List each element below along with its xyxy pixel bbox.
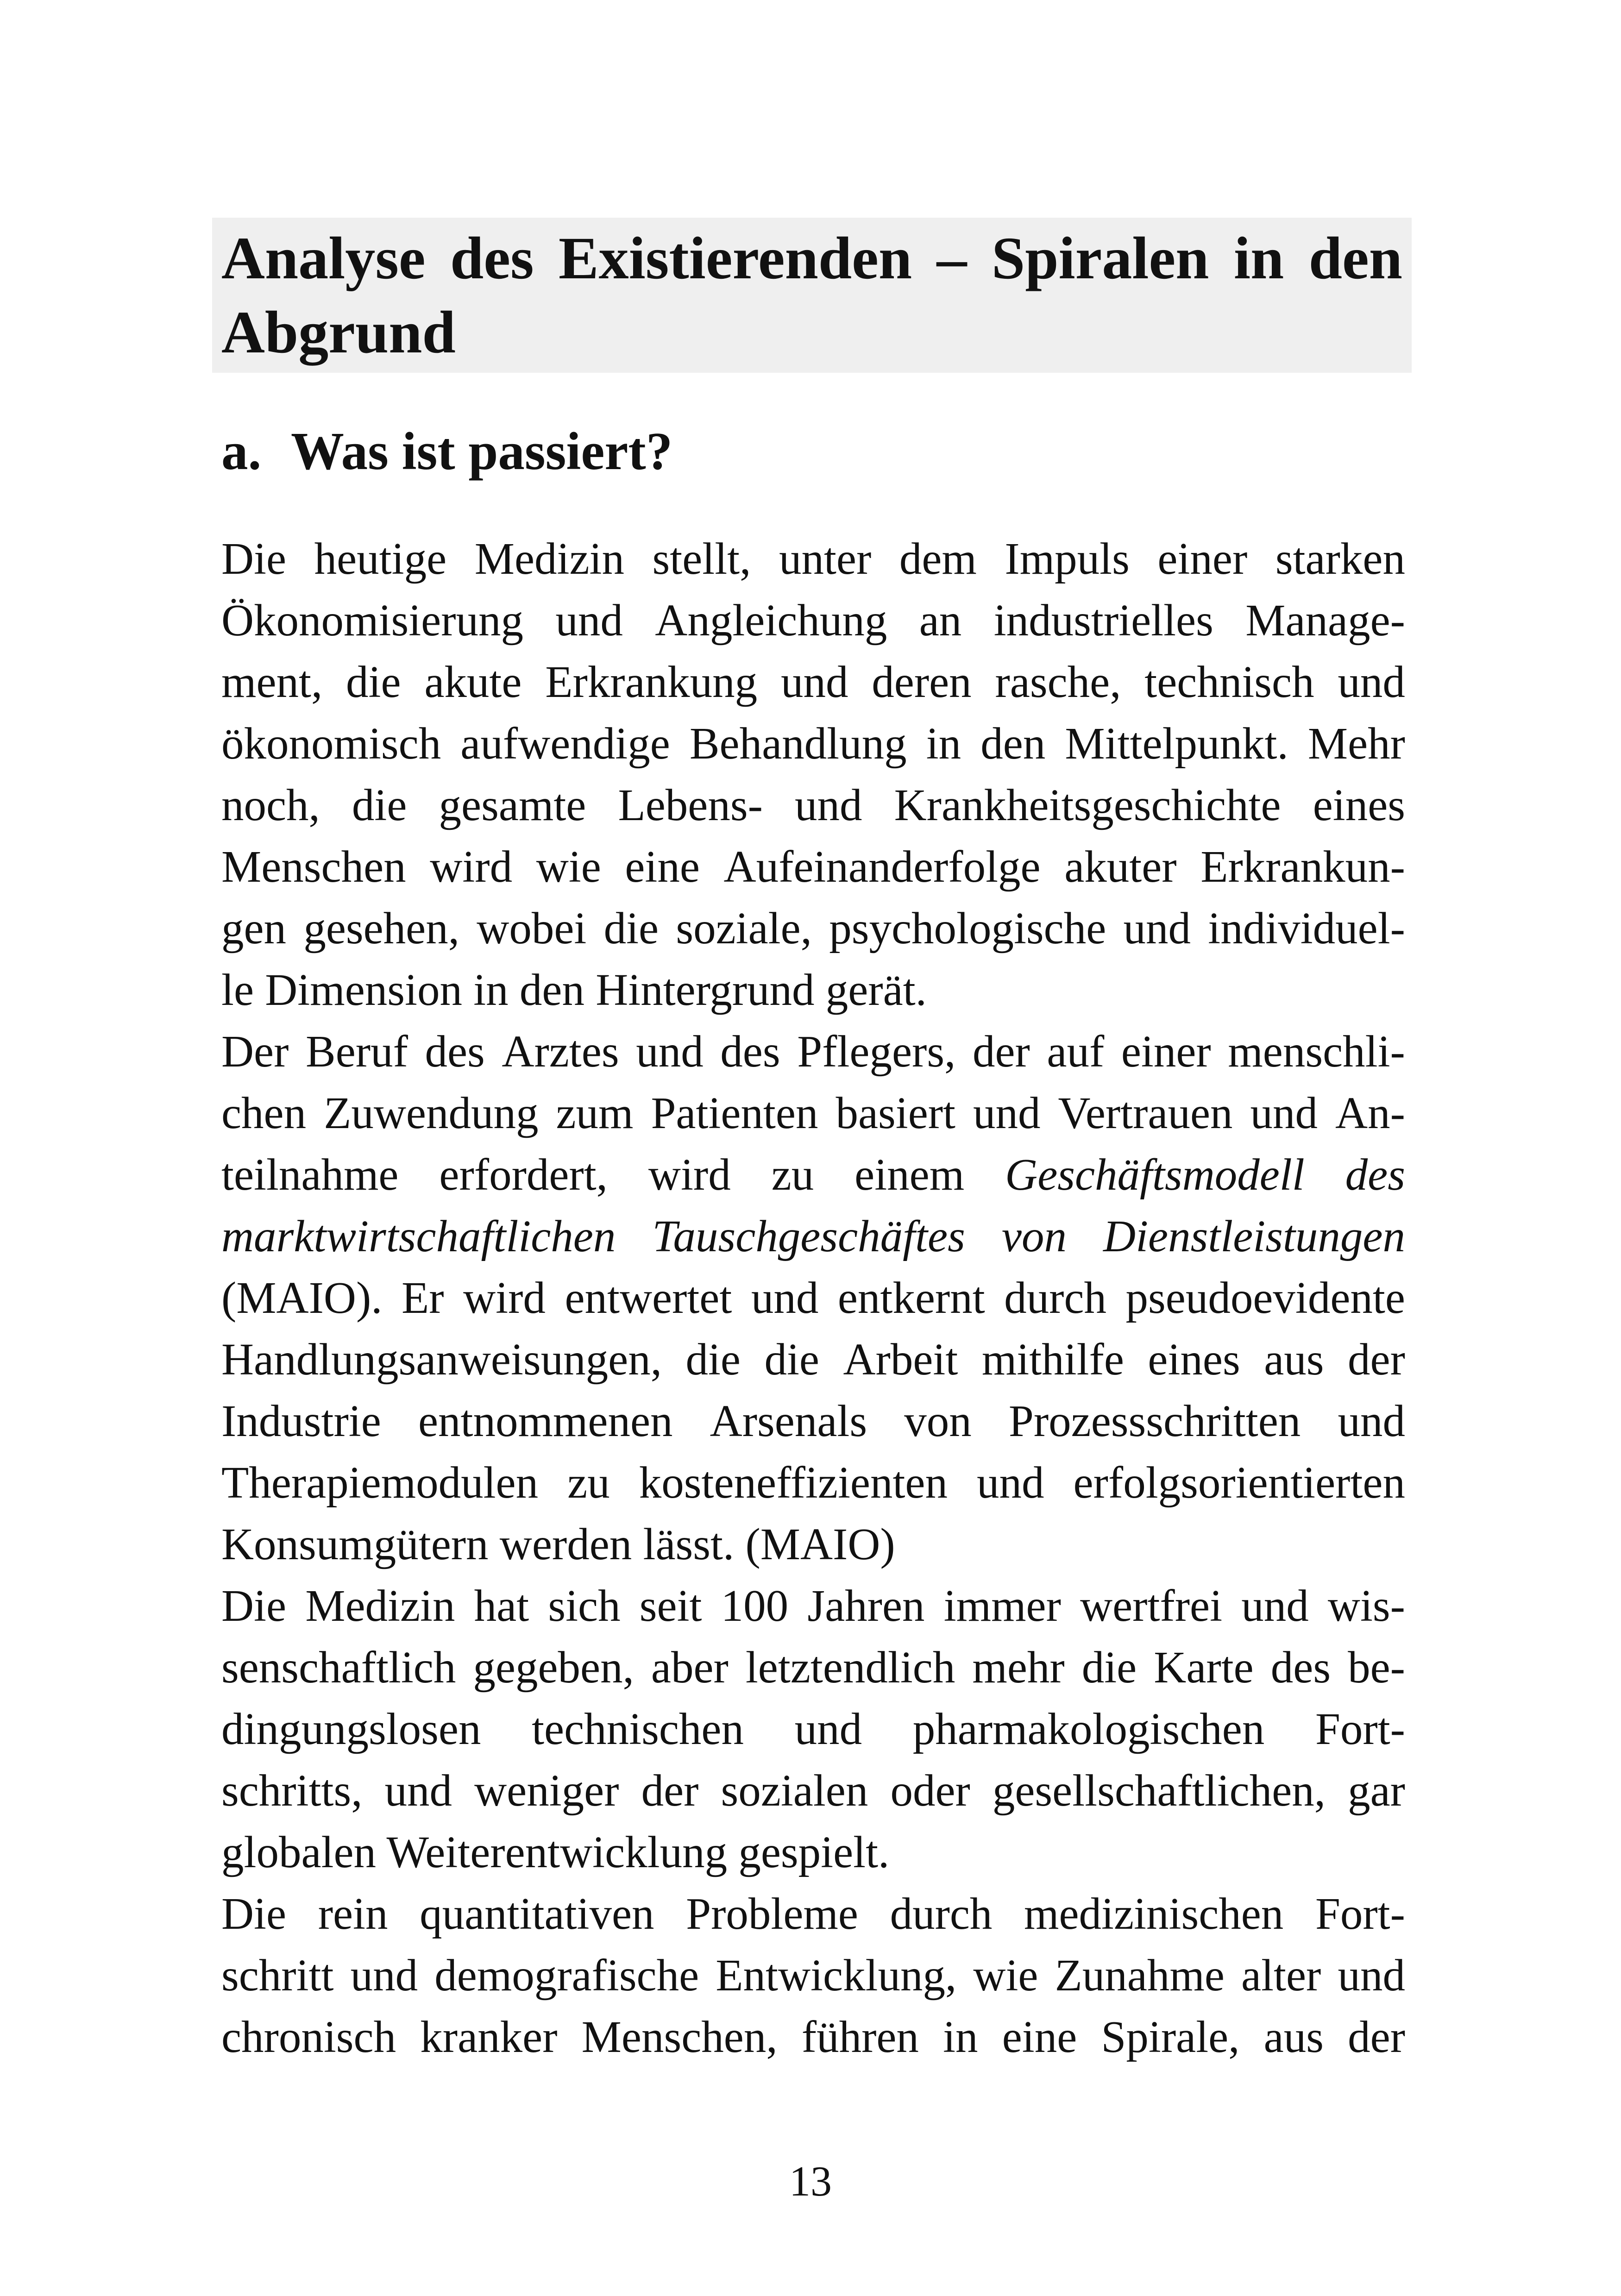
text-word: Manage- [1245, 596, 1405, 645]
text-line [221, 590, 1405, 651]
text-line [221, 836, 1405, 897]
text-line [221, 1945, 1405, 2006]
text-word: und [1338, 1951, 1405, 2000]
text-word: psychologische [829, 903, 1106, 953]
text-word: kosteneffizienten [639, 1458, 948, 1507]
text-word: Impuls [1005, 534, 1130, 583]
text-word: des [425, 1027, 485, 1076]
text-word: eine [1002, 2012, 1077, 2062]
text-word: Beruf [306, 1027, 408, 1076]
text-word: Arsenals [710, 1396, 867, 1446]
text-line [221, 713, 1405, 774]
text-word: basiert [836, 1088, 956, 1138]
text-word: Industrie [221, 1396, 381, 1446]
text-word: Fort- [1315, 1889, 1405, 1938]
text-word: Medizin [474, 534, 624, 583]
text-word: Krankheitsgeschichte [894, 780, 1281, 830]
text-line [221, 1883, 1405, 1945]
text-word: gesamte [439, 780, 586, 830]
chapter-heading-line-1 [221, 221, 1402, 295]
text-word: und [1241, 1581, 1309, 1631]
text-word: entnommenen [418, 1396, 673, 1446]
text-word: rein [318, 1889, 388, 1938]
text-word: und [636, 1027, 704, 1076]
text-word: von [1001, 1211, 1067, 1261]
text-word: teilnahme [221, 1150, 399, 1199]
text-word: in [926, 719, 961, 768]
text-word: Die [221, 534, 287, 583]
text-word: gesehen, [303, 903, 459, 953]
text-word: starken [1275, 534, 1405, 583]
text-word: wobei [477, 903, 587, 953]
text-word: Tauschgeschäftes [652, 1211, 965, 1261]
chapter-heading-line-2: Abgrund [221, 299, 456, 366]
body-text [221, 528, 1405, 2068]
text-word: Prozessschritten [1008, 1396, 1301, 1446]
text-word: einem [854, 1150, 965, 1199]
text-word: die [1081, 1643, 1137, 1692]
text-word: Zunahme [1055, 1951, 1225, 2000]
text-word: der [972, 1027, 1030, 1076]
text-word: stellt, [652, 534, 751, 583]
text-word: zum [556, 1088, 634, 1138]
text-word: aber [651, 1643, 729, 1692]
text-line: globalen Weiterentwicklung gespielt. [221, 1827, 890, 1877]
text-word: in [943, 2012, 978, 2062]
text-word: Karte [1154, 1643, 1254, 1692]
text-word: entwertet [565, 1273, 732, 1323]
text-word: Probleme [686, 1889, 858, 1938]
text-word: und [1338, 657, 1405, 707]
text-line [221, 1390, 1405, 1452]
text-word: Menschen [221, 842, 406, 891]
text-word: gar [1348, 1766, 1405, 1815]
text-word: zu [567, 1458, 610, 1507]
text-word: durch [1004, 1273, 1107, 1323]
text-line [221, 1021, 1405, 1082]
text-word: noch, [221, 780, 320, 830]
text-word: ökonomisch [221, 719, 441, 768]
text-word: Arbeit [843, 1335, 958, 1384]
text-word: einer [1121, 1027, 1211, 1076]
chapter-heading-word: Analyse [221, 225, 426, 292]
text-word: Ökonomisierung [221, 596, 524, 645]
text-word: an [919, 596, 962, 645]
text-word: und [794, 1704, 862, 1754]
text-line [221, 1698, 1405, 1760]
text-word: mehr [972, 1643, 1065, 1692]
text-line [221, 1637, 1405, 1698]
text-word: letztendlich [745, 1643, 955, 1692]
text-word: entkernt [837, 1273, 985, 1323]
text-word: kranker [420, 2012, 558, 2062]
text-word: und [384, 1766, 452, 1815]
text-word: aus [1264, 1335, 1324, 1384]
text-word: marktwirtschaftlichen [221, 1211, 616, 1261]
text-word: die [352, 780, 407, 830]
text-word: be- [1348, 1643, 1405, 1692]
text-word: dem [899, 534, 977, 583]
text-word: wird [648, 1150, 731, 1199]
text-word: Dienstleistungen [1103, 1211, 1405, 1261]
text-word: Lebens- [618, 780, 763, 830]
text-word: menschli- [1228, 1027, 1405, 1076]
text-word: Geschäftsmodell [1005, 1150, 1305, 1199]
text-line [221, 1575, 1405, 1637]
text-word: senschaftlich [221, 1643, 456, 1692]
text-word: Behandlung [689, 719, 907, 768]
text-word: und [780, 657, 848, 707]
text-word: demografische [434, 1951, 699, 2000]
text-word: Erkrankung [545, 657, 758, 707]
text-word: Mehr [1307, 719, 1405, 768]
text-word: wie [536, 842, 601, 891]
text-word: und [1250, 1088, 1318, 1138]
text-word: durch [890, 1889, 993, 1938]
text-word: Therapiemodulen [221, 1458, 539, 1507]
text-word: seit [639, 1581, 702, 1631]
text-word: einer [1157, 534, 1248, 583]
text-line [221, 1329, 1405, 1390]
text-line [221, 1452, 1405, 1513]
text-word: wie [973, 1951, 1038, 2000]
text-word: schritt [221, 1951, 334, 2000]
chapter-heading-word: den [1308, 225, 1402, 292]
text-word: individuel- [1208, 903, 1405, 953]
section-heading [221, 419, 672, 484]
text-word: Mittelpunkt. [1065, 719, 1288, 768]
text-line [221, 1082, 1405, 1144]
chapter-heading-word: – [936, 225, 967, 292]
text-word: Spirale, [1101, 2012, 1240, 2062]
text-word: hat [474, 1581, 529, 1631]
text-word: wird [463, 1273, 546, 1323]
text-word: 100 [721, 1581, 789, 1631]
text-word: schritts, [221, 1766, 363, 1815]
text-word: des [720, 1027, 780, 1076]
text-word: auf [1047, 1027, 1105, 1076]
text-word: Vertrauen [1058, 1088, 1233, 1138]
text-word: gen [221, 903, 287, 953]
text-word: Jahren [807, 1581, 925, 1631]
text-word: mithilfe [981, 1335, 1124, 1384]
text-line [221, 1267, 1405, 1329]
text-word: Handlungsanweisungen, [221, 1335, 662, 1384]
text-line [221, 651, 1405, 713]
text-word: eines [1313, 780, 1405, 830]
text-word: industrielles [993, 596, 1213, 645]
text-word: weniger [474, 1766, 619, 1815]
text-word: Entwicklung, [716, 1951, 957, 2000]
text-word: immer [943, 1581, 1061, 1631]
text-word: Aufeinanderfolge [723, 842, 1041, 891]
text-word: eine [625, 842, 700, 891]
text-word: Zuwendung [324, 1088, 539, 1138]
text-word: soziale, [676, 903, 812, 953]
text-word: und [555, 596, 623, 645]
text-word: gesellschaftlichen, [992, 1766, 1326, 1815]
text-word: den [980, 719, 1046, 768]
text-line [221, 774, 1405, 836]
text-word: die [764, 1335, 819, 1384]
text-word: des [1345, 1150, 1405, 1199]
chapter-heading [212, 218, 1412, 373]
text-word: erfolgsorientierten [1073, 1458, 1405, 1507]
text-word: und [751, 1273, 819, 1323]
text-line [221, 1760, 1405, 1821]
text-word: und [795, 780, 862, 830]
chapter-heading-word: des [450, 225, 534, 292]
text-line [221, 1205, 1405, 1267]
text-word: rasche, [995, 657, 1121, 707]
text-word: zu [771, 1150, 814, 1199]
text-word: medizinischen [1024, 1889, 1284, 1938]
text-word: Menschen, [581, 2012, 778, 2062]
text-word: Die [221, 1581, 287, 1631]
text-word: dingungslosen [221, 1704, 481, 1754]
text-word: wis- [1327, 1581, 1405, 1631]
text-word: und [977, 1458, 1044, 1507]
text-word: der [641, 1766, 699, 1815]
text-line [221, 528, 1405, 590]
text-word: alter [1241, 1951, 1321, 2000]
text-word: Die [221, 1889, 287, 1938]
text-word: eines [1148, 1335, 1240, 1384]
text-word: wird [430, 842, 513, 891]
text-word: Arztes [502, 1027, 619, 1076]
section-marker: a. [221, 422, 262, 481]
text-word: deren [872, 657, 972, 707]
text-word: Der [221, 1027, 289, 1076]
text-word: quantitativen [420, 1889, 654, 1938]
text-word: gegeben, [473, 1643, 634, 1692]
text-word: und [1123, 903, 1191, 953]
text-word: technischen [532, 1704, 744, 1754]
text-word: An- [1335, 1088, 1405, 1138]
text-word: ment, [221, 657, 323, 707]
text-word: oder [890, 1766, 970, 1815]
page-number: 13 [789, 2158, 832, 2205]
text-word: akuter [1064, 842, 1177, 891]
text-word: aus [1263, 2012, 1324, 2062]
chapter-heading-word: in [1233, 225, 1284, 292]
text-line [221, 2006, 1405, 2068]
text-word: pseudoevidente [1125, 1273, 1405, 1323]
text-word: und [1338, 1396, 1405, 1446]
text-word: heutige [314, 534, 447, 583]
text-word: Erkrankun- [1200, 842, 1405, 891]
text-word: Medizin [305, 1581, 455, 1631]
text-line: Konsumgütern werden lässt. (MAIO) [221, 1519, 895, 1569]
text-line [221, 897, 1405, 959]
text-word: die [346, 657, 401, 707]
text-word: (MAIO). [221, 1273, 383, 1323]
text-word: der [1348, 2012, 1405, 2062]
text-word: führen [801, 2012, 919, 2062]
text-word: und [973, 1088, 1041, 1138]
text-word: pharmakologischen [912, 1704, 1265, 1754]
text-line: le Dimension in den Hintergrund gerät. [221, 965, 927, 1015]
text-word: Angleichung [655, 596, 887, 645]
section-title: Was ist passiert? [291, 422, 673, 481]
text-word: akute [424, 657, 522, 707]
text-word: technisch [1144, 657, 1314, 707]
chapter-heading-word: Spiralen [991, 225, 1209, 292]
text-word: unter [779, 534, 872, 583]
text-word: von [904, 1396, 972, 1446]
text-word: sozialen [721, 1766, 868, 1815]
text-word: chronisch [221, 2012, 396, 2062]
text-word: wertfrei [1080, 1581, 1223, 1631]
text-word: sich [548, 1581, 621, 1631]
text-word: chen [221, 1088, 307, 1138]
text-word: Er [402, 1273, 444, 1323]
text-word: aufwendige [460, 719, 670, 768]
chapter-heading-word: Existierenden [558, 225, 912, 292]
text-word: die [685, 1335, 741, 1384]
text-word: Fort- [1315, 1704, 1405, 1754]
text-word: Pflegers, [797, 1027, 956, 1076]
text-word: die [603, 903, 659, 953]
text-line [221, 1144, 1405, 1205]
text-word: erfordert, [439, 1150, 608, 1199]
text-word: und [350, 1951, 418, 2000]
text-word: Patienten [651, 1088, 818, 1138]
text-word: des [1270, 1643, 1331, 1692]
text-word: der [1348, 1335, 1405, 1384]
